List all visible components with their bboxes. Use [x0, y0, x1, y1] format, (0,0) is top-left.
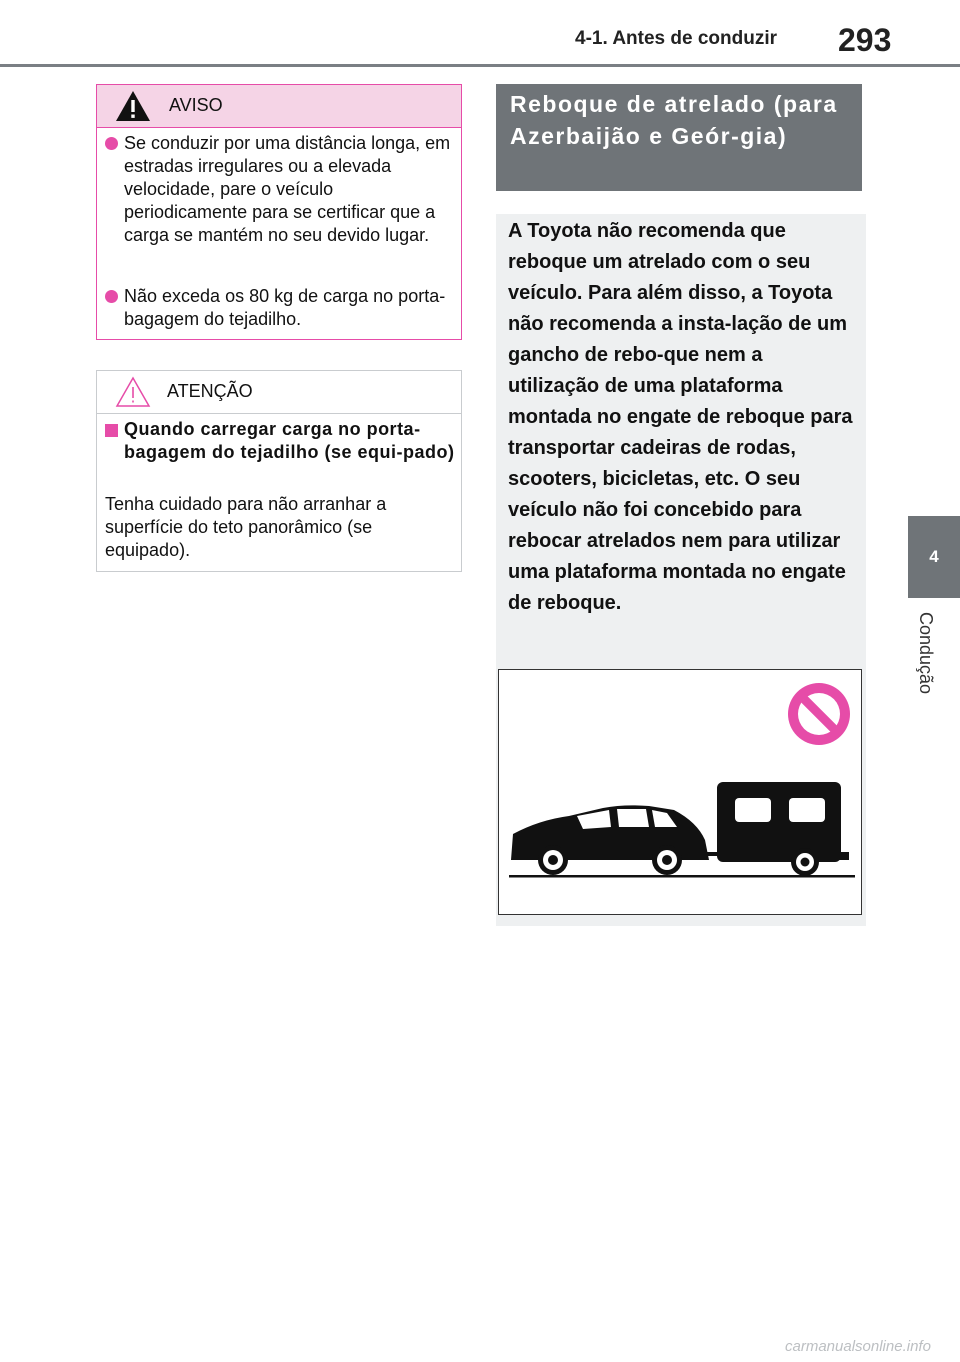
chapter-label: [912, 612, 940, 722]
warning-triangle-icon: [115, 90, 151, 122]
warning-item-text: Se conduzir por uma distância longa, em estradas irregulares ou a elevada velocidade, pare o veículo periodicamente para se certificar que a carga se mantém no seu devido lugar.: [124, 133, 451, 245]
section-body-text: A Toyota não recomenda que reboque um atrelado com o seu veículo. Para além disso, a Toyota não recomenda a insta-lação de um gancho de rebo-que nem a utilização de uma plataforma montada no engate de reboque para transportar cadeiras de rodas, scooters, bicicletas, etc. O seu veículo não foi concebido para rebocar atrelados nem para utilizar uma plataforma montada no engate de reboque.: [508, 220, 853, 614]
bullet-dot-icon: [105, 137, 118, 150]
section-panel: [496, 214, 866, 926]
footer-watermark: carmanualsonline.info: [785, 1338, 931, 1355]
header-divider: [0, 64, 960, 67]
car-icon: [511, 805, 709, 875]
caution-body: Tenha cuidado para não arranhar a superfície do teto panorâmico (se equipado).: [105, 494, 387, 560]
caution-subheading: [105, 418, 457, 464]
page-number: 293: [838, 22, 892, 58]
caution-box: [96, 370, 462, 572]
chapter-label-text: Condução: [916, 612, 936, 695]
warning-item: [105, 132, 457, 247]
caution-triangle-icon: [115, 376, 151, 408]
chapter-number: 4: [929, 547, 939, 566]
caution-header: [97, 371, 461, 414]
bullet-dot-icon: [105, 290, 118, 303]
caution-title: ATENÇÃO: [167, 381, 253, 401]
warning-header: [97, 85, 461, 128]
car-towing-trailer-prohibited-icon: [499, 670, 861, 914]
warning-box: [96, 84, 462, 340]
prohibition-icon: [788, 683, 850, 745]
towing-illustration: [498, 669, 862, 915]
caution-subheading-text: Quando carregar carga no porta-bagagem do tejadilho (se equi-pado): [124, 419, 455, 462]
bullet-square-icon: [105, 424, 118, 437]
trailer-icon: [717, 782, 849, 876]
section-heading: Reboque de atrelado (para Azerbaijão e Geór-gia): [496, 84, 862, 191]
warning-item: [105, 285, 457, 331]
chapter-tab[interactable]: [908, 516, 960, 598]
warning-title: AVISO: [169, 95, 223, 115]
section-title: 4-1. Antes de conduzir: [575, 28, 777, 49]
warning-item-text: Não exceda os 80 kg de carga no porta-bagagem do tejadilho.: [124, 286, 446, 329]
